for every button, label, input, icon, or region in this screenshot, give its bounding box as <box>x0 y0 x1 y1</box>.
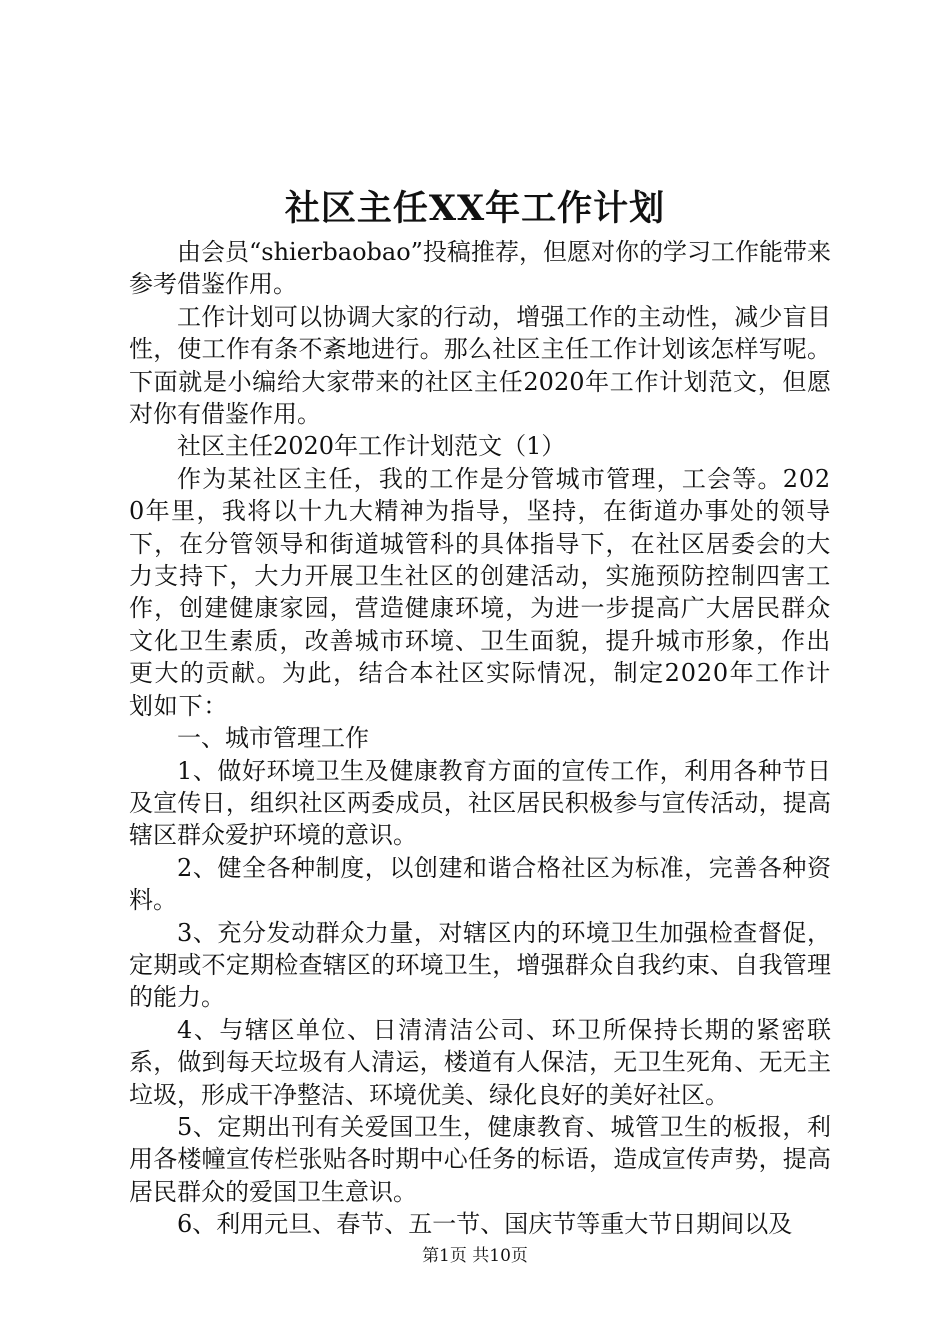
paragraph-item-2: 2、健全各种制度，以创建和谐合格社区为标准，完善各种资料。 <box>129 853 831 915</box>
paragraph-item-3: 3、充分发动群众力量，对辖区内的环境卫生加强检查督促，定期或不定期检查辖区的环境卫生，增强群众自我约束、自我管理的能力。 <box>129 918 831 1012</box>
document-title: 社区主任XX年工作计划 <box>284 188 666 229</box>
paragraph-sample-heading: 社区主任2020年工作计划范文（1） <box>177 432 566 461</box>
paragraph-overview: 作为某社区主任，我的工作是分管城市管理，工会等。2020年里，我将以十九大精神为指导，坚持，在街道办事处的领导下，在分管领导和街道城管科的具体指导下，在社区居委会的大力支持下，大力开展卫生社区的创建活动，实施预防控制四害工作，创建健康家园，营造健康环境，为进一步提高广大居民群众文化卫生素质，改善城市环境、卫生面貌，提升城市形象，作出更大的贡献。为此，结合本社区实际情况，制定2020年工作计划如下： <box>129 464 831 720</box>
paragraph-item-6: 6、利用元旦、春节、五一节、国庆节等重大节日期间以及 <box>177 1210 793 1239</box>
paragraph-item-4: 4、与辖区单位、日清清洁公司、环卫所保持长期的紧密联系，做到每天垃圾有人清运，楼道有人保洁，无卫生死角、无无主垃圾，形成干净整洁、环境优美、绿化良好的美好社区。 <box>129 1015 831 1109</box>
paragraph-intro: 由会员“shierbaobao”投稿推荐，但愿对你的学习工作能带来参考借鉴作用。 <box>129 238 831 299</box>
document-body <box>129 236 831 1241</box>
paragraph-item-1: 1、做好环境卫生及健康教育方面的宣传工作，利用各种节日及宣传日，组织社区两委成员，社区居民积极参与宣传活动，提高辖区群众爱护环境的意识。 <box>129 756 831 850</box>
section-heading-city-management: 一、城市管理工作 <box>177 724 369 753</box>
page-number-footer: 第1页 共10页 <box>422 1246 528 1266</box>
paragraph-purpose: 工作计划可以协调大家的行动，增强工作的主动性，减少盲目性，使工作有条不紊地进行。那么社区主任工作计划该怎样写呢。下面就是小编给大家带来的社区主任2020年工作计划范文，但愿对你有借鉴作用。 <box>129 302 831 429</box>
paragraph-item-5: 5、定期出刊有关爱国卫生，健康教育、城管卫生的板报，利用各楼幢宣传栏张贴各时期中心任务的标语，造成宣传声势，提高居民群众的爱国卫生意识。 <box>129 1112 831 1206</box>
